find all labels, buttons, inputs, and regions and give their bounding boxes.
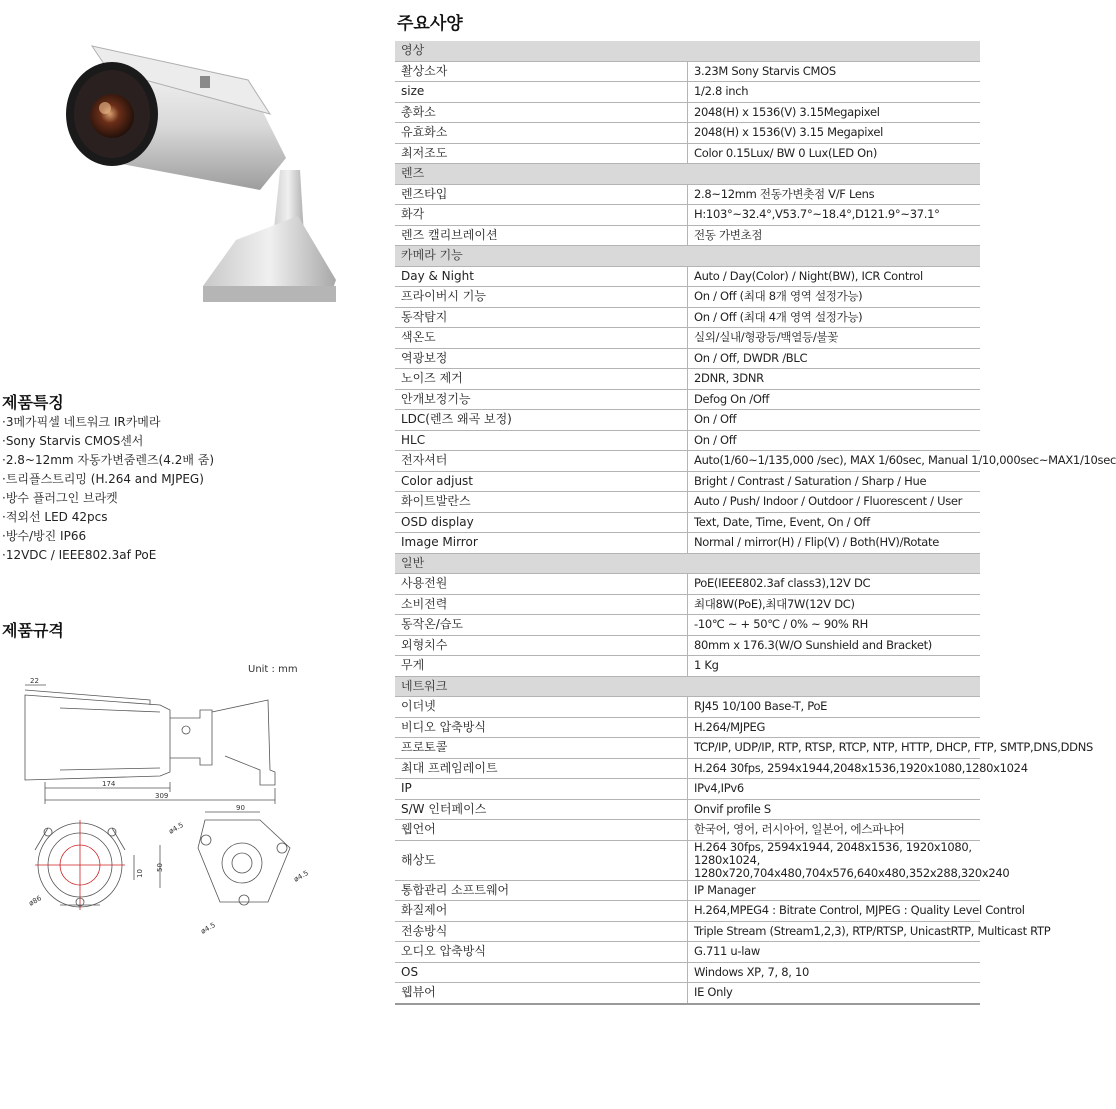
dim-label: 174: [102, 780, 116, 788]
spec-row: [395, 512, 980, 533]
spec-value: Text, Date, Time, Event, On / Off: [688, 512, 981, 533]
feature-item: ·적외선 LED 42pcs: [2, 510, 108, 524]
spec-value: On / Off (최대 8개 영역 설정가능): [688, 287, 981, 308]
spec-row: [395, 738, 980, 759]
spec-label: 오디오 압축방식: [395, 942, 688, 963]
spec-label: 통합관리 소프트웨어: [395, 880, 688, 901]
spec-value: IE Only: [688, 983, 981, 1004]
dim-label: 90: [236, 804, 245, 812]
section-title: 네트워크: [395, 676, 980, 697]
spec-label: OS: [395, 962, 688, 983]
spec-label: 화각: [395, 205, 688, 226]
spec-label: 외형치수: [395, 635, 688, 656]
features-title: 제품특징: [2, 393, 64, 412]
spec-value: H.264 30fps, 2594x1944,2048x1536,1920x1080,1280x1024: [688, 758, 981, 779]
spec-row: [395, 799, 980, 820]
feature-item: ·방수 플러그인 브라켓: [2, 491, 118, 505]
spec-label: 최저조도: [395, 143, 688, 164]
spec-row: [395, 492, 980, 513]
spec-row: [395, 389, 980, 410]
section-title: 렌즈: [395, 164, 980, 185]
spec-value: 실외/실내/형광등/백열등/불꽃: [688, 328, 981, 349]
spec-label: 해상도: [395, 840, 688, 880]
spec-value: PoE(IEEE802.3af class3),12V DC: [688, 574, 981, 595]
spec-value: On / Off (최대 4개 영역 설정가능): [688, 307, 981, 328]
spec-row: [395, 451, 980, 472]
spec-row: [395, 635, 980, 656]
spec-value: Onvif profile S: [688, 799, 981, 820]
dim-label: 22: [30, 677, 39, 685]
spec-row: [395, 962, 980, 983]
spec-row: [395, 615, 980, 636]
spec-row: [395, 840, 980, 880]
dim-label: ø4.5: [199, 921, 217, 936]
spec-label: 프로토콜: [395, 738, 688, 759]
spec-row: [395, 697, 980, 718]
unit-label: Unit : mm: [248, 664, 298, 675]
spec-value: Defog On /Off: [688, 389, 981, 410]
spec-label: LDC(렌즈 왜곡 보정): [395, 410, 688, 431]
spec-value: TCP/IP, UDP/IP, RTP, RTSP, RTCP, NTP, HTTP, DHCP, FTP, SMTP,DNS,DDNS: [688, 738, 981, 759]
spec-label: 동작온/습도: [395, 615, 688, 636]
spec-label: 프라이버시 기능: [395, 287, 688, 308]
dimension-drawing: [20, 660, 340, 950]
spec-label: 역광보정: [395, 348, 688, 369]
left-column: [0, 0, 380, 1109]
spec-value: On / Off: [688, 430, 981, 451]
spec-row: [395, 779, 980, 800]
spec-row: [395, 287, 980, 308]
spec-label: 화이트발란스: [395, 492, 688, 513]
spec-label: S/W 인터페이스: [395, 799, 688, 820]
spec-row: [395, 656, 980, 677]
spec-row: [395, 942, 980, 963]
spec-row: [395, 983, 980, 1004]
spec-value: Auto / Day(Color) / Night(BW), ICR Control: [688, 266, 981, 287]
spec-value: 1 Kg: [688, 656, 981, 677]
spec-label: OSD display: [395, 512, 688, 533]
spec-label: 유효화소: [395, 123, 688, 144]
spec-value: 3.23M Sony Starvis CMOS: [688, 61, 981, 82]
spec-label: Day & Night: [395, 266, 688, 287]
section-header: [395, 246, 980, 267]
spec-value: 2DNR, 3DNR: [688, 369, 981, 390]
dim-label: 50: [156, 863, 164, 872]
spec-value: On / Off, DWDR /BLC: [688, 348, 981, 369]
spec-row: [395, 594, 980, 615]
spec-label: 최대 프레임레이트: [395, 758, 688, 779]
spec-row: [395, 430, 980, 451]
spec-value: 2048(H) x 1536(V) 3.15 Megapixel: [688, 123, 981, 144]
spec-value: 한국어, 영어, 러시아어, 일본어, 에스파냐어: [688, 820, 981, 841]
spec-value: H.264 30fps, 2594x1944, 2048x1536, 1920x1080, 1280x1024, 1280x720,704x480,704x576,640x480,352x288,320x240: [688, 840, 981, 880]
spec-row: [395, 225, 980, 246]
spec-label: 이더넷: [395, 697, 688, 718]
spec-label: 사용전원: [395, 574, 688, 595]
spec-label: HLC: [395, 430, 688, 451]
spec-label: 전자셔터: [395, 451, 688, 472]
spec-value: H.264,MPEG4 : Bitrate Control, MJPEG : Quality Level Control: [688, 901, 981, 922]
spec-label: 비디오 압축방식: [395, 717, 688, 738]
spec-label: 소비전력: [395, 594, 688, 615]
spec-label: 안개보정기능: [395, 389, 688, 410]
spec-row: [395, 574, 980, 595]
spec-value: 최대8W(PoE),최대7W(12V DC): [688, 594, 981, 615]
spec-row: [395, 184, 980, 205]
section-header: [395, 553, 980, 574]
spec-row: [395, 328, 980, 349]
spec-row: [395, 82, 980, 103]
dim-label: ø4.5: [167, 821, 185, 836]
spec-value: H:103°~32.4°,V53.7°~18.4°,D121.9°~37.1°: [688, 205, 981, 226]
spec-label: 무게: [395, 656, 688, 677]
spec-value: H.264/MJPEG: [688, 717, 981, 738]
spec-value: 전동 가변초점: [688, 225, 981, 246]
spec-label: Image Mirror: [395, 533, 688, 554]
camera-product-image: [48, 40, 348, 310]
spec-label: 웹뷰어: [395, 983, 688, 1004]
feature-item: ·트리플스트리밍 (H.264 and MJPEG): [2, 472, 204, 486]
spec-value: Auto(1/60~1/135,000 /sec), MAX 1/60sec, Manual 1/10,000sec~MAX1/10sec: [688, 451, 981, 472]
section-header: [395, 41, 980, 61]
feature-item: ·2.8~12mm 자동가변줌렌즈(4.2배 줌): [2, 453, 215, 467]
spec-row: [395, 410, 980, 431]
spec-label: 총화소: [395, 102, 688, 123]
spec-value: G.711 u-law: [688, 942, 981, 963]
features-list: [2, 413, 214, 565]
spec-label: 웹언어: [395, 820, 688, 841]
spec-label: Color adjust: [395, 471, 688, 492]
spec-row: [395, 266, 980, 287]
spec-label: 동작탐지: [395, 307, 688, 328]
spec-value: On / Off: [688, 410, 981, 431]
section-title: 일반: [395, 553, 980, 574]
spec-value: -10℃ ~ + 50℃ / 0% ~ 90% RH: [688, 615, 981, 636]
specs-title: 제품규격: [2, 621, 64, 640]
spec-value: 2048(H) x 1536(V) 3.15Megapixel: [688, 102, 981, 123]
feature-item: ·3메가픽셀 네트워크 IR카메라: [2, 415, 161, 429]
spec-value: 80mm x 176.3(W/O Sunshield and Bracket): [688, 635, 981, 656]
spec-row: [395, 921, 980, 942]
spec-label: 전송방식: [395, 921, 688, 942]
spec-value: Color 0.15Lux/ BW 0 Lux(LED On): [688, 143, 981, 164]
spec-row: [395, 717, 980, 738]
spec-row: [395, 880, 980, 901]
spec-row: [395, 820, 980, 841]
spec-row: [395, 901, 980, 922]
spec-row: [395, 369, 980, 390]
spec-value: Bright / Contrast / Saturation / Sharp / Hue: [688, 471, 981, 492]
spec-row: [395, 348, 980, 369]
spec-table: [395, 41, 1116, 1005]
spec-label: 노이즈 제거: [395, 369, 688, 390]
spec-value: Normal / mirror(H) / Flip(V) / Both(HV)/Rotate: [688, 533, 981, 554]
spec-value: Triple Stream (Stream1,2,3), RTP/RTSP, UnicastRTP, Multicast RTP: [688, 921, 981, 942]
spec-row: [395, 61, 980, 82]
spec-label: 촬상소자: [395, 61, 688, 82]
spec-value: Windows XP, 7, 8, 10: [688, 962, 981, 983]
spec-row: [395, 143, 980, 164]
spec-row: [395, 471, 980, 492]
spec-row: [395, 758, 980, 779]
spec-label: 화질제어: [395, 901, 688, 922]
spec-label: size: [395, 82, 688, 103]
spec-value: 2.8~12mm 전동가변촛점 V/F Lens: [688, 184, 981, 205]
dim-label: ø86: [27, 894, 43, 908]
spec-value: IPv4,IPv6: [688, 779, 981, 800]
feature-item: ·Sony Starvis CMOS센서: [2, 434, 144, 448]
spec-value: Auto / Push/ Indoor / Outdoor / Fluorescent / User: [688, 492, 981, 513]
dim-label: ø4.5: [292, 869, 310, 884]
dim-label: 309: [155, 792, 169, 800]
spec-row: [395, 123, 980, 144]
section-title: 카메라 기능: [395, 246, 980, 267]
spec-label: IP: [395, 779, 688, 800]
spec-row: [395, 307, 980, 328]
spec-row: [395, 205, 980, 226]
feature-item: ·방수/방진 IP66: [2, 529, 87, 543]
spec-value: 1/2.8 inch: [688, 82, 981, 103]
dim-label: 10: [136, 869, 144, 878]
main-title: 주요사양: [397, 14, 463, 34]
spec-value: IP Manager: [688, 880, 981, 901]
section-header: [395, 676, 980, 697]
spec-value: RJ45 10/100 Base-T, PoE: [688, 697, 981, 718]
spec-label: 렌즈 캘리브레이션: [395, 225, 688, 246]
feature-item: ·12VDC / IEEE802.3af PoE: [2, 548, 157, 562]
section-title: 영상: [395, 41, 980, 61]
spec-row: [395, 102, 980, 123]
section-header: [395, 164, 980, 185]
spec-row: [395, 533, 980, 554]
spec-label: 렌즈타입: [395, 184, 688, 205]
spec-label: 색온도: [395, 328, 688, 349]
